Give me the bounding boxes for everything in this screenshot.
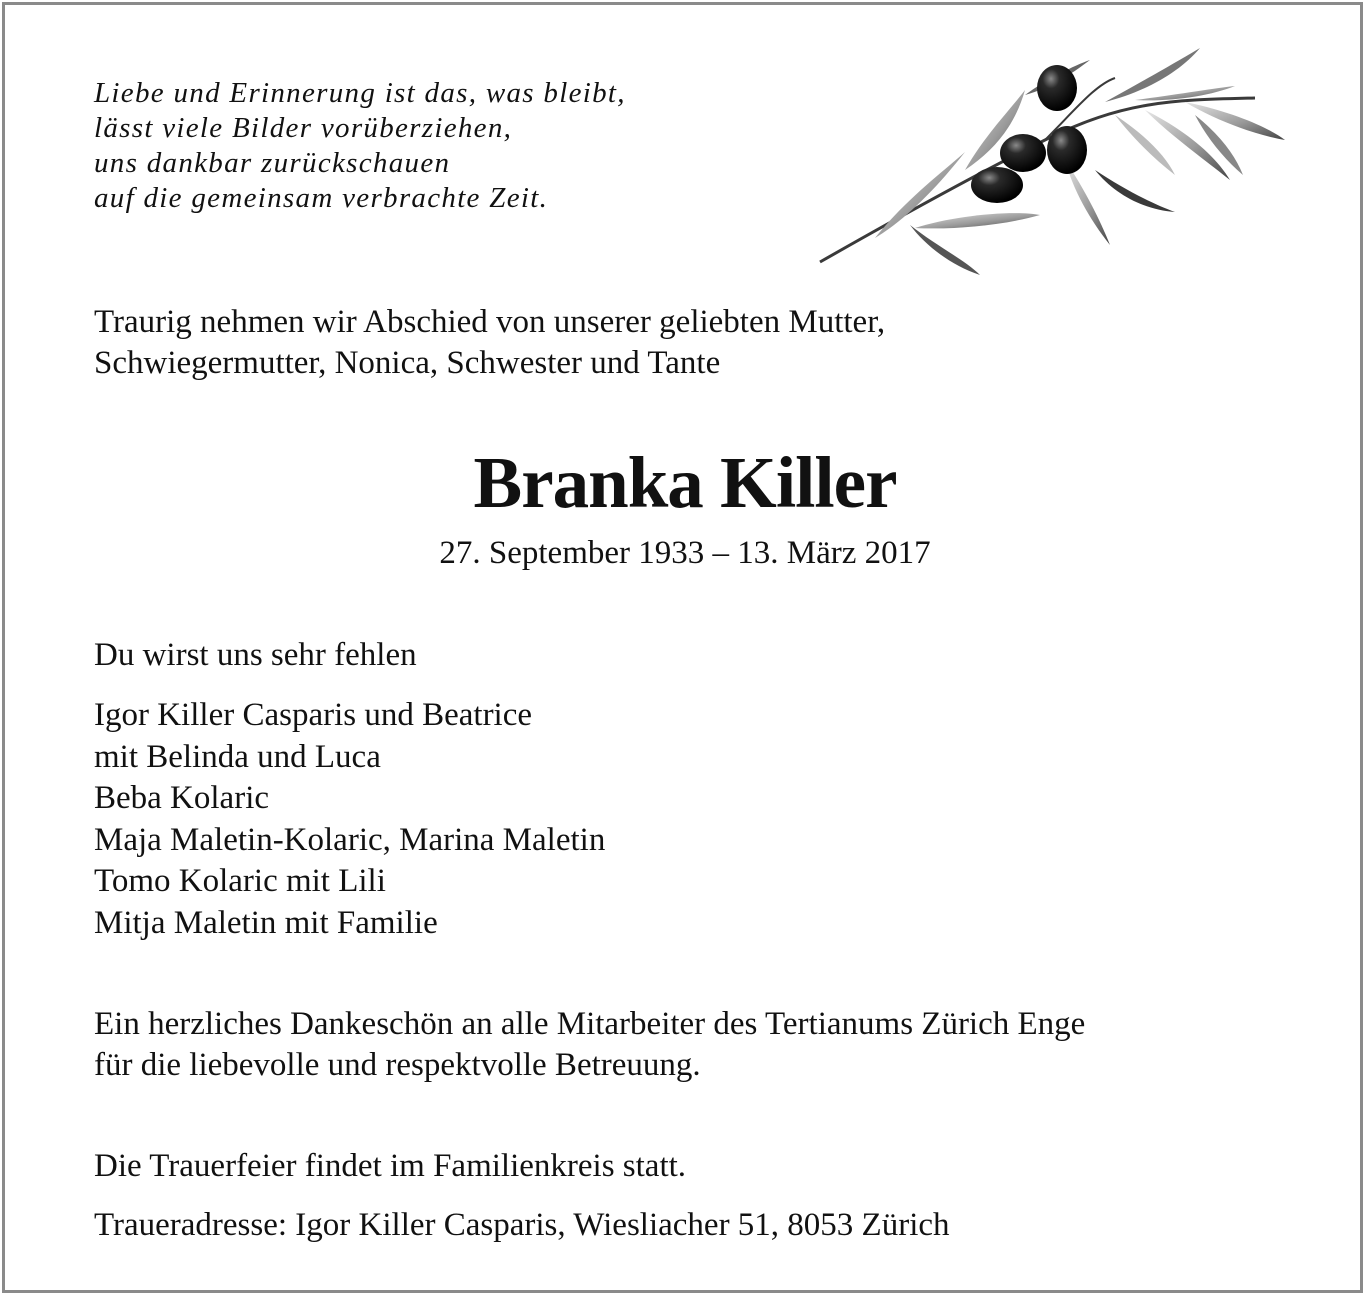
farewell-line: Du wirst uns sehr fehlen	[94, 637, 417, 673]
intro-line: Traurig nehmen wir Abschied von unserer geliebten Mutter,	[94, 304, 886, 340]
mourner-item: Igor Killer Casparis und Beatrice	[94, 697, 533, 733]
intro-text	[94, 302, 885, 384]
olive-branch-icon	[815, 40, 1295, 285]
thanks-line: für die liebevolle und respektvolle Betreuung.	[94, 1047, 701, 1083]
ceremony-note: Die Trauerfeier findet im Familienkreis statt.	[94, 1148, 687, 1184]
quote-line: Liebe und Erinnerung ist das, was bleibt,	[94, 77, 626, 109]
life-dates: 27. September 1933 – 13. März 2017	[439, 535, 931, 571]
quote-line: uns dankbar zurückschauen	[94, 147, 451, 179]
mourning-address: Traueradresse: Igor Killer Casparis, Wiesliacher 51, 8053 Zürich	[94, 1207, 950, 1243]
mourner-item: Mitja Maletin mit Familie	[94, 904, 438, 941]
mourner-item: mit Belinda und Luca	[94, 738, 381, 775]
thanks-text	[94, 1004, 1085, 1086]
quote-line: auf die gemeinsam verbrachte Zeit.	[94, 182, 549, 214]
intro-line: Schwiegermutter, Nonica, Schwester und Tante	[94, 345, 721, 381]
thanks-line: Ein herzliches Dankeschön an alle Mitarbeiter des Tertianums Zürich Enge	[94, 1006, 1086, 1042]
mourner-item: Beba Kolaric	[94, 780, 270, 816]
mourner-item: Maja Maletin-Kolaric, Marina Maletin	[94, 821, 606, 858]
deceased-name: Branka Killer	[473, 442, 897, 523]
mourner-item: Tomo Kolaric mit Lili	[94, 863, 386, 899]
memorial-quote	[94, 76, 626, 216]
mourners-list	[94, 695, 605, 944]
quote-line: lässt viele Bilder vorüberziehen,	[94, 112, 513, 144]
